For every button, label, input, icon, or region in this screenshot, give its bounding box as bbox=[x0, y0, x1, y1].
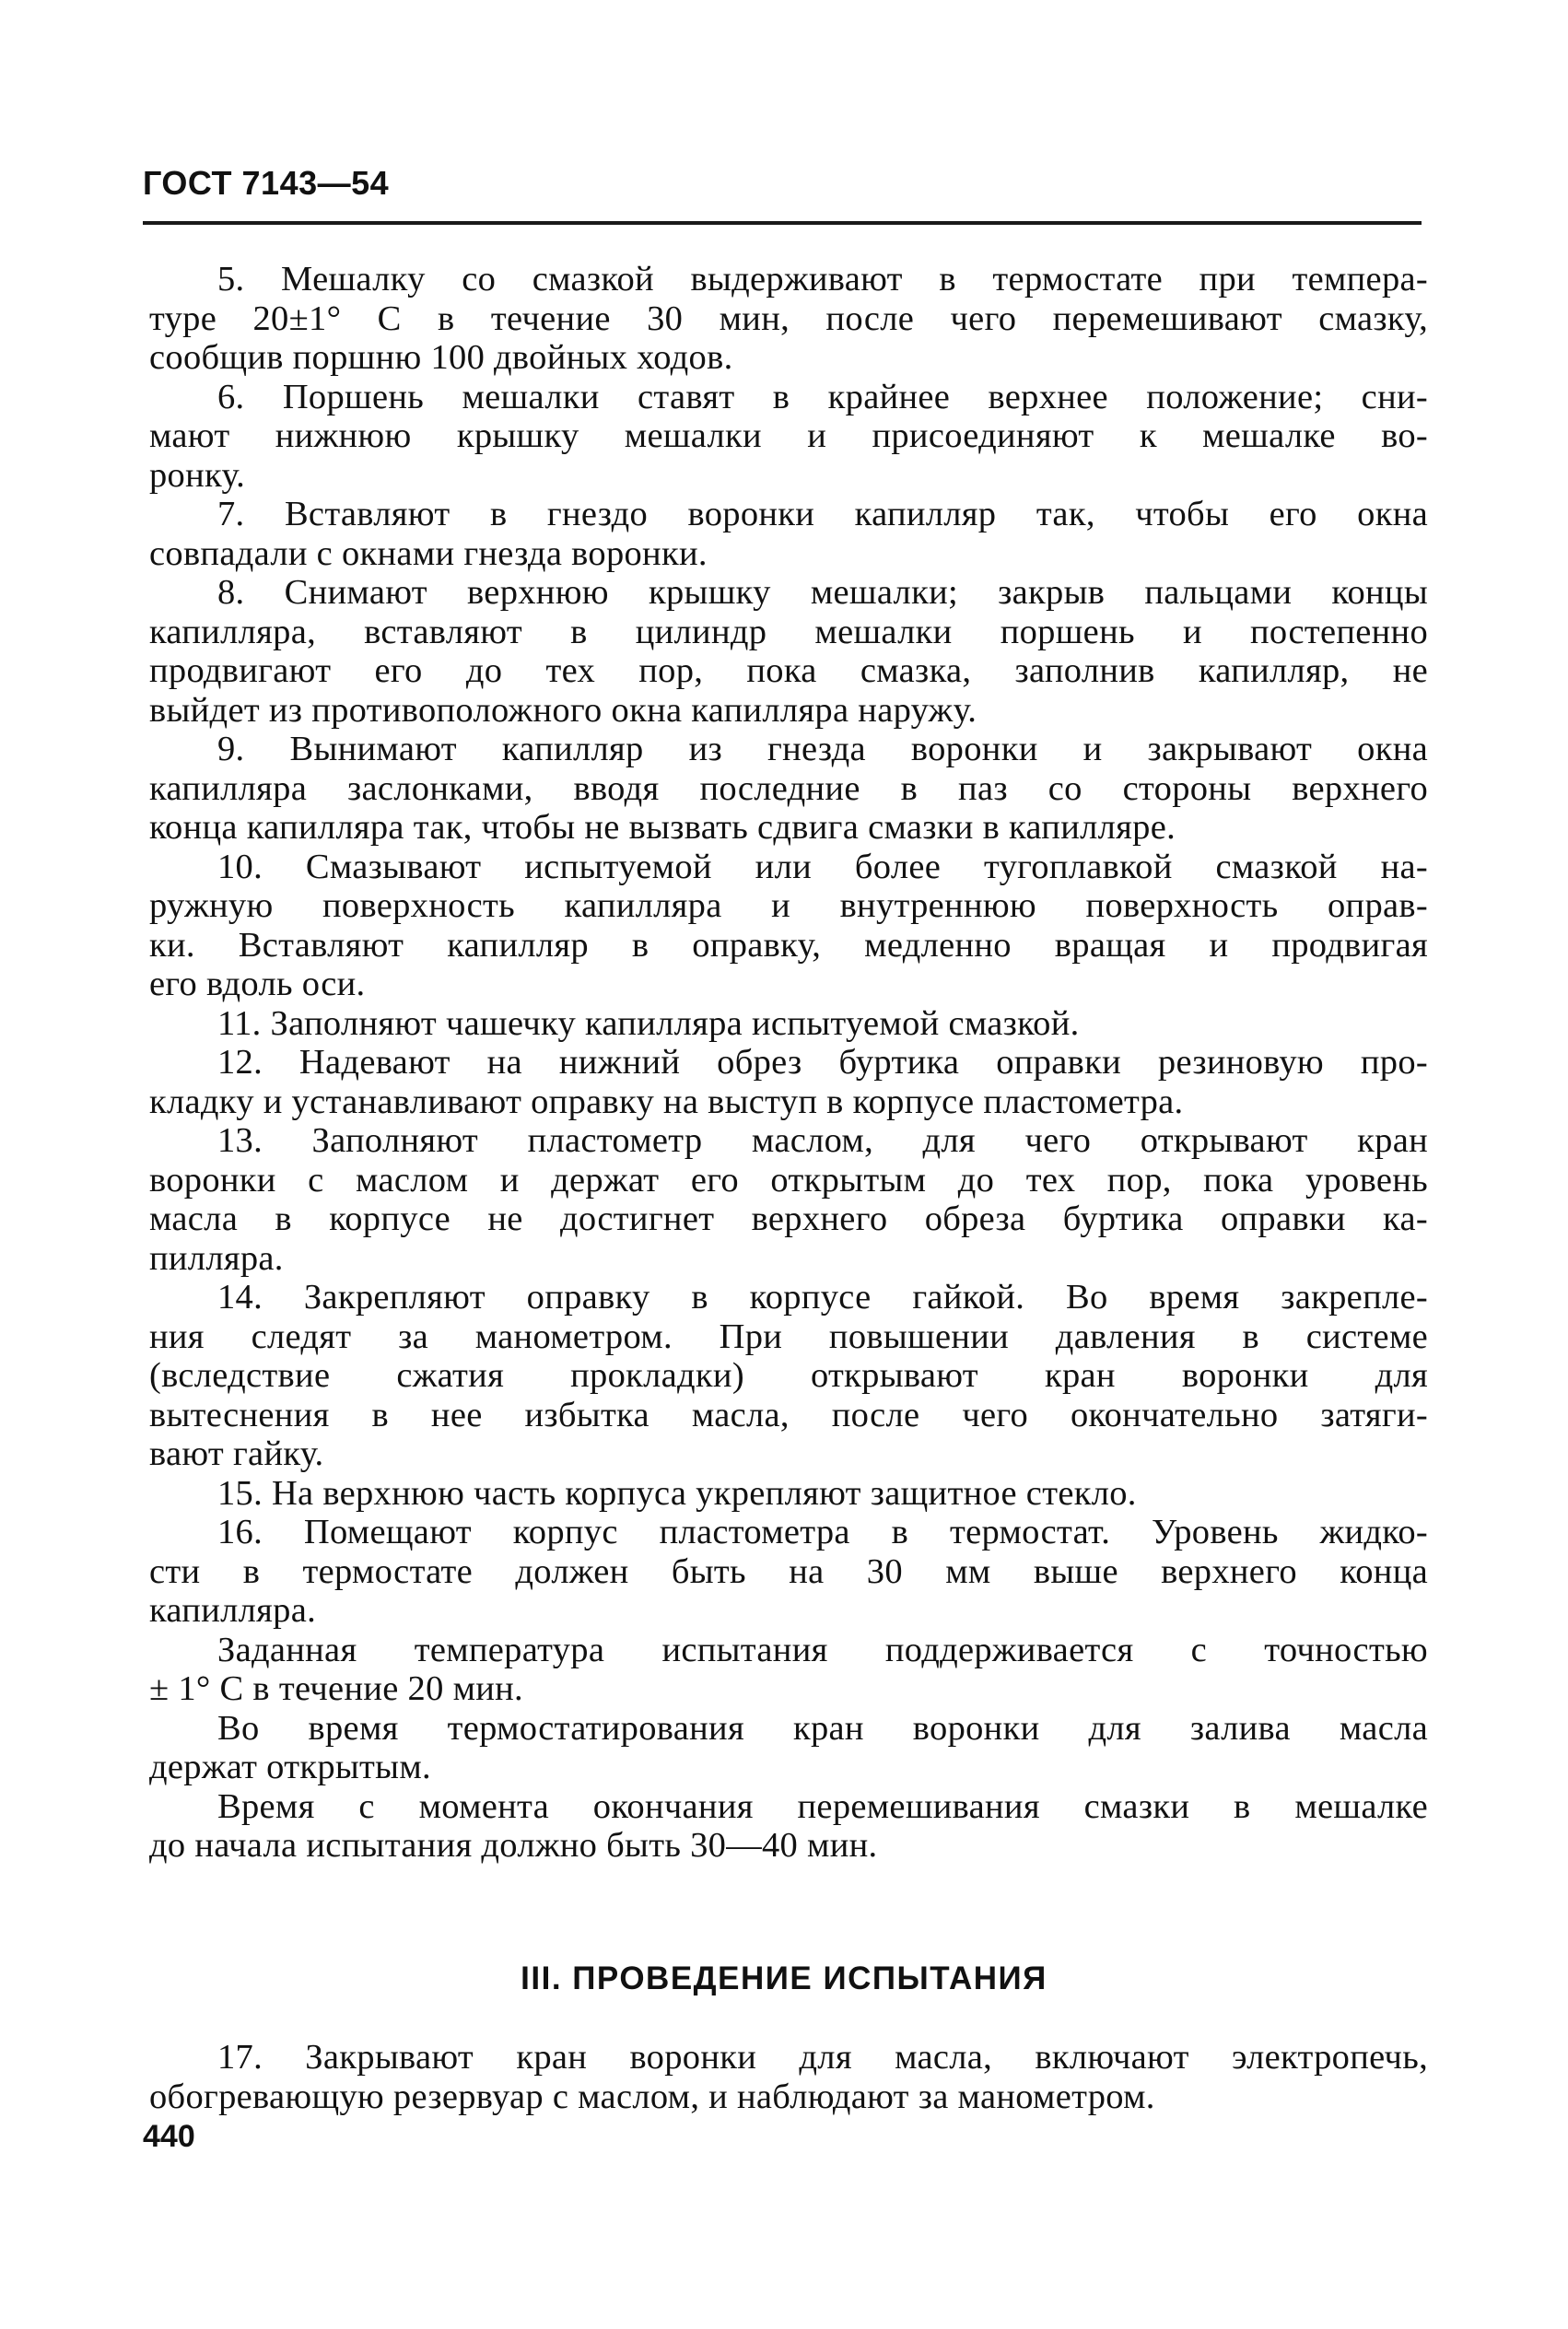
text-line: выйдет из противоположного окна капилляра наружу. bbox=[149, 690, 977, 730]
paragraph bbox=[149, 1787, 1428, 1866]
text-line: 14. Закрепляют оправку в корпусе гайкой. Во время закрепле- bbox=[217, 1278, 1428, 1317]
text-line: 8. Снимают верхнюю крышку мешалки; закрыв пальцами концы bbox=[217, 573, 1428, 612]
text-line: сти в термостате должен быть на 30 мм выше верхнего конца bbox=[149, 1551, 1428, 1591]
text-line: пилляра. bbox=[149, 1238, 284, 1278]
paragraph bbox=[149, 1513, 1428, 1631]
text-line: ронку. bbox=[149, 455, 246, 495]
text-line: капилляра заслонками, вводя последние в паз со стороны верхнего bbox=[149, 768, 1428, 808]
text-line: вытеснения в нее избытка масла, после чего окончательно затяги- bbox=[149, 1395, 1428, 1434]
text-line: 13. Заполняют пластометр маслом, для чего открывают кран bbox=[217, 1121, 1428, 1160]
paragraph bbox=[149, 378, 1428, 496]
text-line: продвигают его до тех пор, пока смазка, заполнив капилляр, не bbox=[149, 651, 1428, 690]
text-line: 6. Поршень мешалки ставят в крайнее верхнее положение; сни- bbox=[217, 377, 1428, 416]
text-line: обогревающую резервуар с маслом, и наблюдают за манометром. bbox=[149, 2077, 1155, 2116]
paragraph bbox=[149, 1631, 1428, 1709]
paragraph bbox=[149, 1278, 1428, 1474]
text-line: Время с момента окончания перемешивания смазки в мешалке bbox=[217, 1786, 1428, 1826]
text-line: 9. Вынимают капилляр из гнезда воронки и закрывают окна bbox=[217, 730, 1428, 768]
text-line: держат открытым. bbox=[149, 1748, 431, 1786]
text-line: туре 20±1° С в течение 30 мин, после чего перемешивают смазку, bbox=[149, 298, 1428, 338]
text-line: ружную поверхность капилляра и внутреннюю поверхность оправ- bbox=[149, 886, 1428, 925]
text-line: конца капилляра так, чтобы не вызвать сдвига смазки в капилляре. bbox=[149, 808, 1176, 847]
paragraph bbox=[149, 495, 1428, 573]
text-line: совпадали с окнами гнезда воронки. bbox=[149, 533, 708, 573]
text-line: до начала испытания должно быть 30—40 мин. bbox=[149, 1826, 878, 1865]
text-line: масла в корпусе не достигнет верхнего обреза буртика оправки ка- bbox=[149, 1200, 1428, 1238]
text-line: ± 1° С в течение 20 мин. bbox=[149, 1669, 523, 1708]
paragraph bbox=[149, 1043, 1428, 1121]
paragraph bbox=[149, 2038, 1428, 2116]
text-line: воронки с маслом и держат его открытым до тех пор, пока уровень bbox=[149, 1160, 1428, 1200]
text-line: 16. Помещают корпус пластометра в термостат. Уровень жидко- bbox=[217, 1513, 1428, 1551]
text-line: 15. На верхнюю часть корпуса укрепляют защитное стекло. bbox=[217, 1473, 1137, 1513]
section-title: III. ПРОВЕДЕНИЕ ИСПЫТАНИЯ bbox=[521, 1960, 1047, 1996]
text-line: 11. Заполняют чашечку капилляра испытуемой смазкой. bbox=[217, 1003, 1080, 1043]
text-line: сообщив поршню 100 двойных ходов. bbox=[149, 338, 733, 377]
text-line: ки. Вставляют капилляр в оправку, медленно вращая и продвигая bbox=[149, 925, 1428, 965]
text-line: мают нижнюю крышку мешалки и присоединяют к мешалке во- bbox=[149, 416, 1428, 455]
text-line: 17. Закрывают кран воронки для масла, включают электропечь, bbox=[217, 2038, 1428, 2077]
text-line: кладку и устанавливают оправку на выступ в корпусе пластометра. bbox=[149, 1082, 1184, 1121]
paragraph bbox=[149, 1474, 1428, 1514]
text-line: вают гайку. bbox=[149, 1434, 324, 1473]
text-line: Во время термостатирования кран воронки для залива масла bbox=[217, 1708, 1428, 1748]
document-header: ГОСТ 7143—54 bbox=[143, 164, 390, 202]
paragraph bbox=[149, 260, 1428, 378]
header-rule bbox=[143, 221, 1422, 225]
text-line: капилляра, вставляют в цилиндр мешалки поршень и постепенно bbox=[149, 612, 1428, 651]
body-text bbox=[149, 260, 1428, 1866]
text-line: 5. Мешалку со смазкой выдерживают в термостате при темпера- bbox=[217, 260, 1428, 298]
paragraph bbox=[149, 848, 1428, 1004]
paragraph bbox=[149, 573, 1428, 730]
text-line: Заданная температура испытания поддерживается с точностью bbox=[217, 1630, 1428, 1669]
text-line: его вдоль оси. bbox=[149, 965, 366, 1003]
text-line: капилляра. bbox=[149, 1591, 317, 1630]
page-number: 440 bbox=[143, 2119, 195, 2154]
paragraph bbox=[149, 730, 1428, 848]
paragraph bbox=[149, 1004, 1428, 1044]
text-line: (вследствие сжатия прокладки) открывают кран воронки для bbox=[149, 1356, 1428, 1395]
text-line: ния следят за манометром. При повышении давления в системе bbox=[149, 1317, 1428, 1356]
section-body-text bbox=[149, 2038, 1428, 2116]
paragraph bbox=[149, 1121, 1428, 1278]
text-line: 10. Смазывают испытуемой или более тугоплавкой смазкой на- bbox=[217, 847, 1428, 886]
paragraph bbox=[149, 1709, 1428, 1787]
text-line: 7. Вставляют в гнездо воронки капилляр так, чтобы его окна bbox=[217, 495, 1428, 533]
text-line: 12. Надевают на нижний обрез буртика оправки резиновую про- bbox=[217, 1043, 1428, 1082]
